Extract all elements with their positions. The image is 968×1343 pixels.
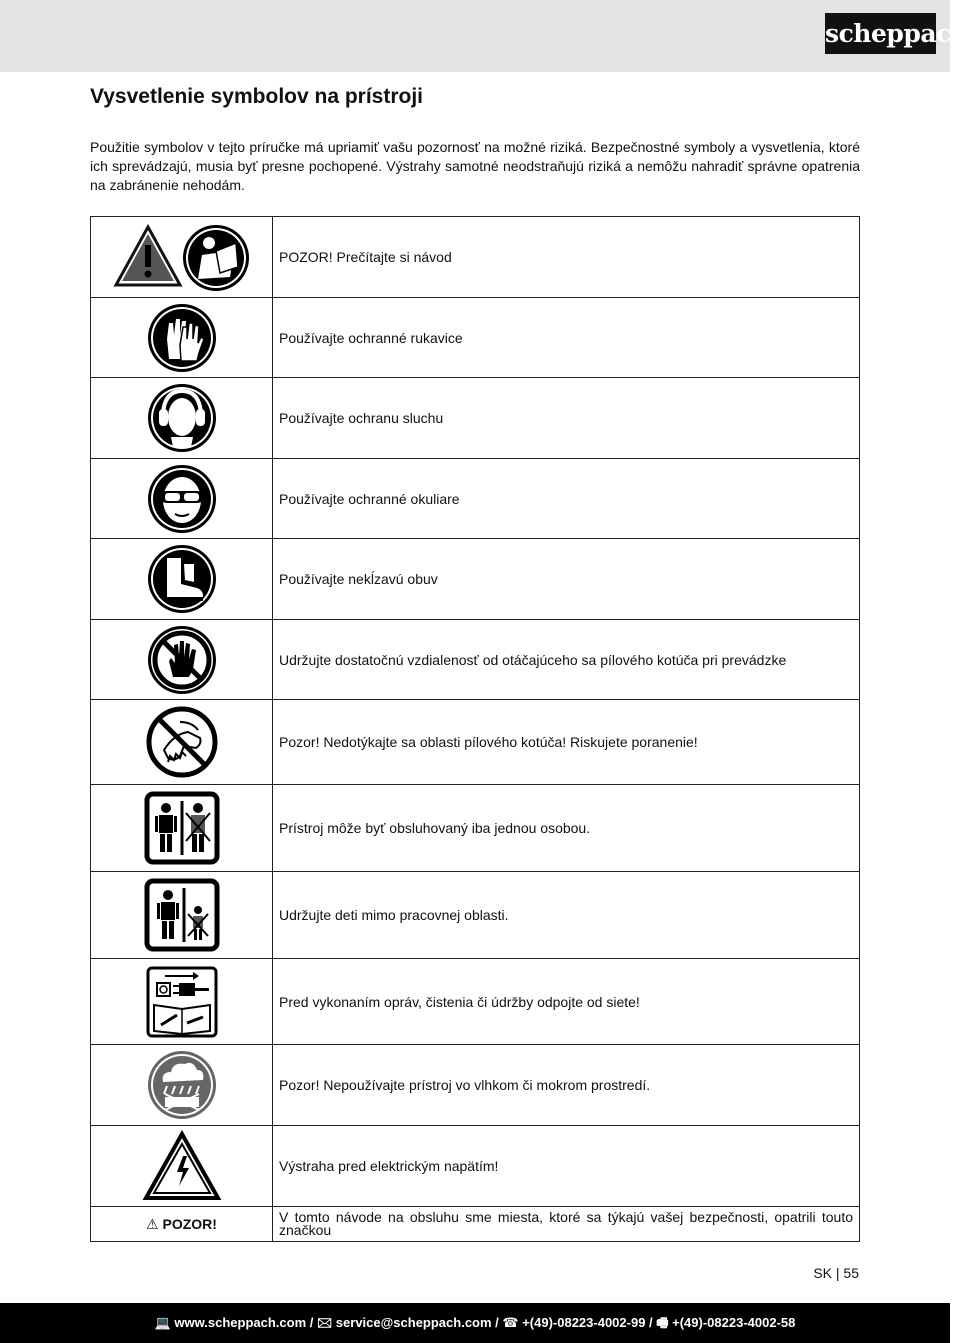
symbol-text: Udržujte deti mimo pracovnej oblasti. [273, 872, 860, 959]
symbol-cell [91, 620, 273, 700]
gloves-icon [147, 303, 217, 373]
symbol-cell [91, 785, 273, 872]
footer-contact: 💻 www.scheppach.com / 🖂 service@scheppach.com / ☎ +(49)-08223-4002-99 / 🖷 +(49)-08223-4002-58 [0, 1303, 950, 1343]
symbol-text: Udržujte dostatočnú vzdialenosť od otáčajúceho sa pílového kotúča pri prevádzke [273, 620, 860, 700]
symbol-text: Používajte ochranné rukavice [273, 298, 860, 378]
table-row [91, 785, 860, 872]
unplug-before-maintenance-icon [145, 965, 219, 1039]
no-touch-blade-icon [144, 704, 220, 780]
pozor-label: ⚠ POZOR! [91, 1207, 273, 1242]
table-row [91, 1207, 860, 1242]
symbol-text: Pozor! Nedotýkajte sa oblasti pílového kotúča! Riskujete poranenie! [273, 700, 860, 785]
scheppach-logo: scheppach [825, 13, 936, 54]
no-hand-icon [147, 625, 217, 695]
symbol-text: Používajte ochranu sluchu [273, 378, 860, 459]
electric-voltage-warning-icon [143, 1130, 221, 1202]
single-operator-icon [144, 791, 220, 865]
table-row [91, 378, 860, 459]
symbol-cell [91, 872, 273, 959]
header-band [0, 0, 968, 72]
table-row [91, 298, 860, 378]
symbol-cell [91, 700, 273, 785]
symbol-cell [91, 378, 273, 459]
table-row [91, 1126, 860, 1207]
safety-goggles-icon [147, 464, 217, 534]
table-row [91, 872, 860, 959]
ear-protection-icon [147, 383, 217, 453]
table-row [91, 459, 860, 539]
symbols-table [90, 216, 860, 1242]
table-row [91, 620, 860, 700]
intro-paragraph: Použitie symbolov v tejto príručke má upriamiť vašu pozornosť na možné riziká. Bezpečnostné symboly a vysvetlenia, ktoré ich sprevádzajú, musia byť presne pochopené. Výstrahy samotné neodstraňujú riziká a nemôžu nahradiť správne opatrenia na zabránenie nehodám. [90, 139, 860, 193]
keep-children-away-icon [144, 878, 220, 952]
no-wet-environment-icon [147, 1050, 217, 1120]
symbol-cell [91, 959, 273, 1045]
page-title: Vysvetlenie symbolov na prístroji [90, 85, 424, 108]
symbol-cell [91, 539, 273, 620]
symbol-text: Výstraha pred elektrickým napätím! [273, 1126, 860, 1207]
symbol-text: Používajte ochranné okuliare [273, 459, 860, 539]
warning-read-manual-icon [112, 221, 252, 293]
symbol-text: POZOR! Prečítajte si návod [273, 217, 860, 298]
pozor-text: V tomto návode na obsluhu sme miesta, ktoré sa týkajú vašej bezpečnosti, opatrili touto značkou [273, 1207, 860, 1242]
table-row [91, 217, 860, 298]
symbol-cell [91, 1126, 273, 1207]
page-number: SK | 55 [813, 1265, 859, 1281]
table-row [91, 700, 860, 785]
table-row [91, 539, 860, 620]
symbol-cell [91, 459, 273, 539]
symbol-text: Pozor! Nepoužívajte prístroj vo vlhkom či mokrom prostredí. [273, 1045, 860, 1126]
symbol-text: Používajte nekĺzavú obuv [273, 539, 860, 620]
safety-boots-icon [147, 544, 217, 614]
symbol-text: Pred vykonaním opráv, čistenia či údržby odpojte od siete! [273, 959, 860, 1045]
symbol-cell [91, 298, 273, 378]
symbol-cell [91, 1045, 273, 1126]
symbol-cell [91, 217, 273, 298]
table-row [91, 959, 860, 1045]
table-row [91, 1045, 860, 1126]
symbol-text: Prístroj môže byť obsluhovaný iba jednou osobou. [273, 785, 860, 872]
